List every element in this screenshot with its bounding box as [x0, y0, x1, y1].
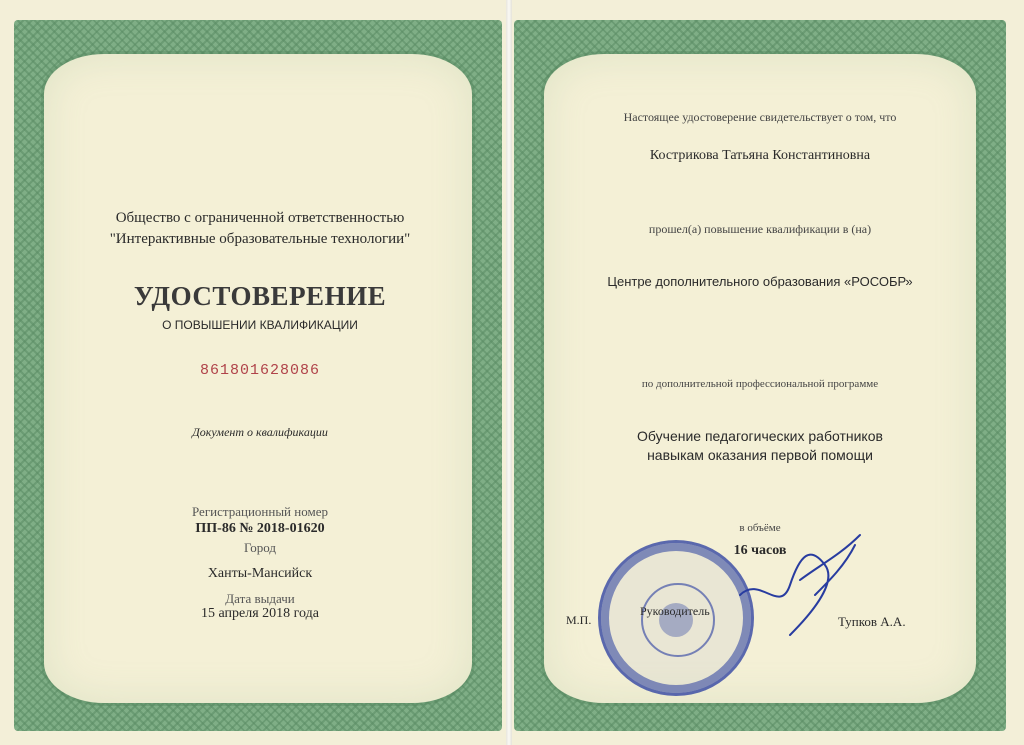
- hours-value: 16 часов: [733, 543, 787, 558]
- program-name: [560, 427, 960, 465]
- volume-label: в объёме: [739, 522, 781, 534]
- organization-name: [60, 208, 460, 250]
- issue-date-label: Дата выдачи: [225, 591, 295, 606]
- holder-name: Кострикова Татьяна Константиновна: [649, 148, 871, 163]
- city-label: Город: [243, 540, 277, 555]
- organization-line-1: Общество с ограниченной ответственностью: [115, 210, 405, 226]
- certificate-subtitle: О ПОВЫШЕНИИ КВАЛИФИКАЦИИ: [162, 318, 358, 332]
- registration-label: Регистрационный номер: [192, 504, 328, 519]
- program-label: по дополнительной профессиональной программе: [641, 378, 879, 390]
- certifies-intro: Настоящее удостоверение свидетельствует о том, что: [623, 110, 897, 124]
- organization-line-2: "Интерактивные образовательные технологии": [109, 231, 411, 247]
- passed-training-text: прошел(а) повышение квалификации в (на): [648, 222, 872, 236]
- program-line-1: Обучение педагогических работников: [637, 428, 883, 444]
- certificate-title: УДОСТОВЕРЕНИЕ: [133, 281, 387, 311]
- director-label: Руководитель: [640, 604, 710, 618]
- serial-number: 861801628086: [199, 362, 321, 379]
- city: Ханты-Мансийск: [207, 566, 313, 581]
- document-type: Документ о квалификации: [192, 425, 328, 439]
- center-fold: [506, 0, 512, 745]
- director-name: Тупков А.А.: [838, 614, 906, 629]
- issue-date: 15 апреля 2018 года: [201, 606, 319, 621]
- training-center: Центре дополнительного образования «РОСОБР»: [607, 274, 913, 289]
- registration-number: ПП-86 № 2018-01620: [195, 521, 325, 536]
- program-line-2: навыкам оказания первой помощи: [647, 447, 873, 463]
- seal-place-label: М.П.: [566, 613, 592, 627]
